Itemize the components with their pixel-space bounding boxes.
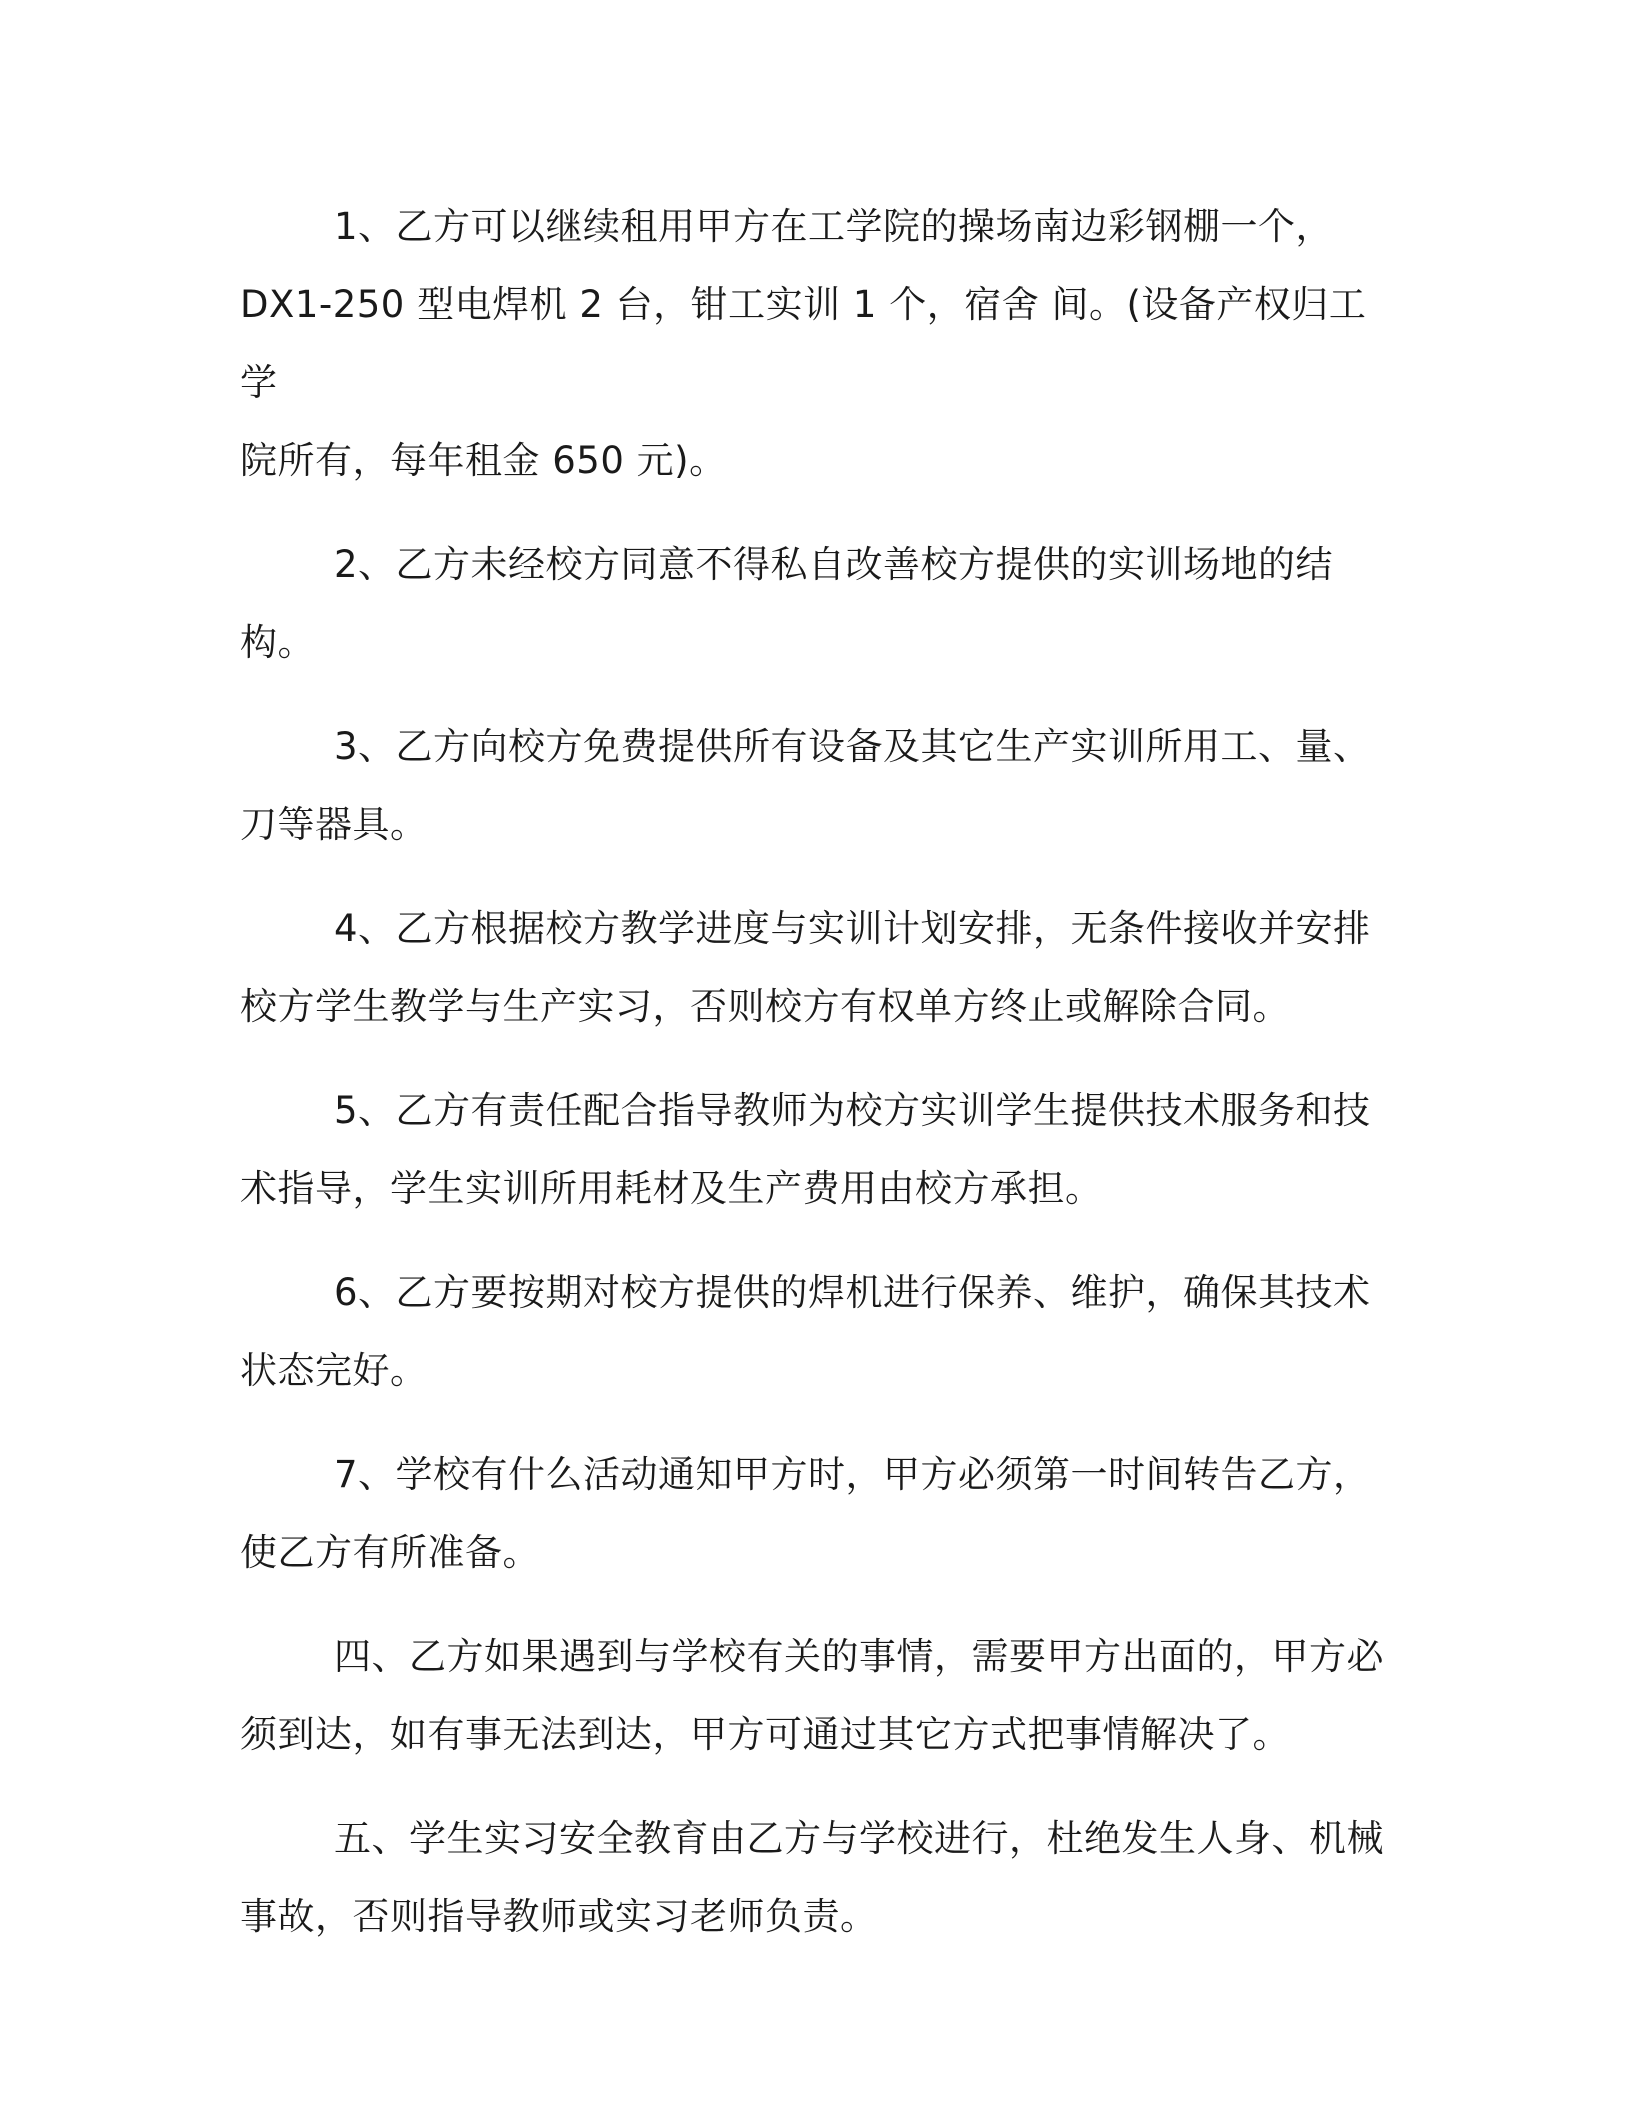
paragraph-line: DX1-250 型电焊机 2 台，钳工实训 1 个，宿舍 间。(设备产权归工学	[240, 283, 1367, 404]
paragraph-line: 校方学生教学与生产实习，否则校方有权单方终止或解除合同。	[240, 985, 1290, 1028]
paragraph-line: 术指导，学生实训所用耗材及生产费用由校方承担。	[240, 1167, 1103, 1210]
paragraph-7	[240, 1436, 1392, 1592]
paragraph-line: 五、学生实习安全教育由乙方与学校进行，杜绝发生人身、机械	[334, 1817, 1384, 1860]
paragraph-line: 7、学校有什么活动通知甲方时，甲方必须第一时间转告乙方，	[334, 1453, 1371, 1496]
paragraph-line: 5、乙方有责任配合指导教师为校方实训学生提供技术服务和技	[334, 1089, 1371, 1132]
paragraph-5	[240, 1072, 1392, 1228]
paragraph-line: 状态完好。	[240, 1349, 428, 1392]
paragraph-line: 6、乙方要按期对校方提供的焊机进行保养、维护，确保其技术	[334, 1271, 1371, 1314]
paragraph-line: 须到达，如有事无法到达，甲方可通过其它方式把事情解决了。	[240, 1713, 1290, 1756]
paragraph-line: 院所有，每年租金 650 元)。	[240, 439, 727, 482]
paragraph-line: 使乙方有所准备。	[240, 1531, 540, 1574]
paragraph-4	[240, 890, 1392, 1046]
paragraph-3	[240, 708, 1392, 864]
paragraph-line: 2、乙方未经校方同意不得私自改善校方提供的实训场地的结构。	[240, 543, 1334, 664]
paragraph-9	[240, 1800, 1392, 1956]
paragraph-line: 事故，否则指导教师或实习老师负责。	[240, 1895, 878, 1938]
paragraph-line: 4、乙方根据校方教学进度与实训计划安排，无条件接收并安排	[334, 907, 1371, 950]
paragraph-line: 1、乙方可以继续租用甲方在工学院的操场南边彩钢棚一个，	[334, 205, 1334, 248]
paragraph-2	[240, 526, 1392, 682]
paragraph-line: 四、乙方如果遇到与学校有关的事情，需要甲方出面的，甲方必	[334, 1635, 1384, 1678]
paragraph-1	[240, 188, 1392, 500]
paragraph-6	[240, 1254, 1392, 1410]
paragraph-line: 3、乙方向校方免费提供所有设备及其它生产实训所用工、量、	[334, 725, 1371, 768]
paragraph-line: 刀等器具。	[240, 803, 428, 846]
paragraph-8	[240, 1618, 1392, 1774]
document-body	[240, 188, 1392, 1982]
